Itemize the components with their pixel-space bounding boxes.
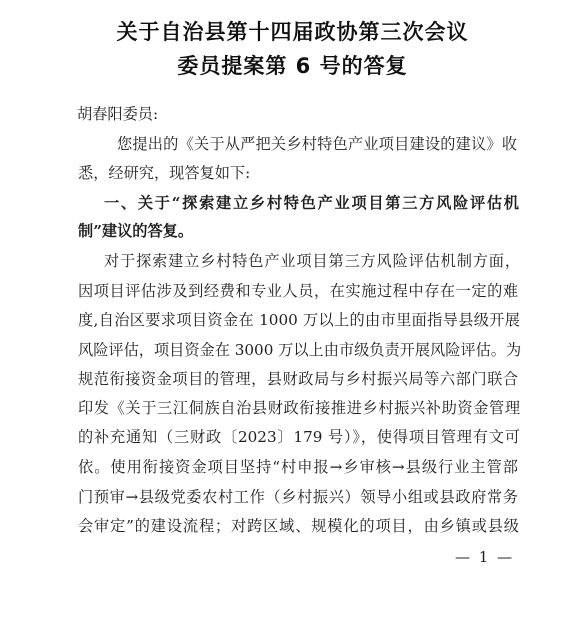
section-heading: 一、关于“探索建立乡村特色产业项目第三方风险评估机 — [104, 194, 519, 212]
body-line: 的补充通知（三财政〔2023〕179 号）》，使得项目管理有文可 — [78, 428, 520, 446]
body-line: 依。使用衔接资金项目坚持“村申报→乡审核→县级行业主管部 — [78, 458, 518, 476]
body-line: 度,自治区要求项目资金在 1000 万以上的由市里面指导县级开展 — [78, 311, 520, 329]
body-line: 规范衔接资金项目的管理，县财政局与乡村振兴局等六部门联合 — [78, 370, 518, 388]
body-line: 会审定”的建设流程；对跨区域、规模化的项目，由乡镇或县级 — [78, 517, 519, 535]
body-line: 对于探索建立乡村特色产业项目第三方风险评估机制方面， — [104, 252, 520, 270]
body-line: 印发《关于三江侗族自治县财政衔接推进乡村振兴补助资金管理 — [78, 399, 520, 417]
body-line: 因项目评估涉及到经费和专业人员，在实施过程中存在一定的难 — [78, 282, 518, 300]
body-line: 悉，经研究，现答复如下: — [78, 164, 251, 182]
body-line: 门预审→县级党委农村工作（乡村振兴）领导小组或县政府常务 — [78, 488, 518, 506]
document-title-line-2: 委员提案第 6 号的答复 — [177, 54, 408, 78]
salutation: 胡春阳委员: — [77, 105, 159, 123]
page-number: — 1 — — [455, 548, 515, 566]
body-line: 您提出的《关于从严把关乡村特色产业项目建设的建议》收 — [117, 135, 517, 153]
section-heading: 制”建议的答复。 — [78, 222, 194, 240]
document-title-line-1: 关于自治县第十四届政协第三次会议 — [116, 20, 469, 44]
body-line: 风险评估，项目资金在 3000 万以上由市级负责开展风险评估。为 — [78, 341, 522, 359]
